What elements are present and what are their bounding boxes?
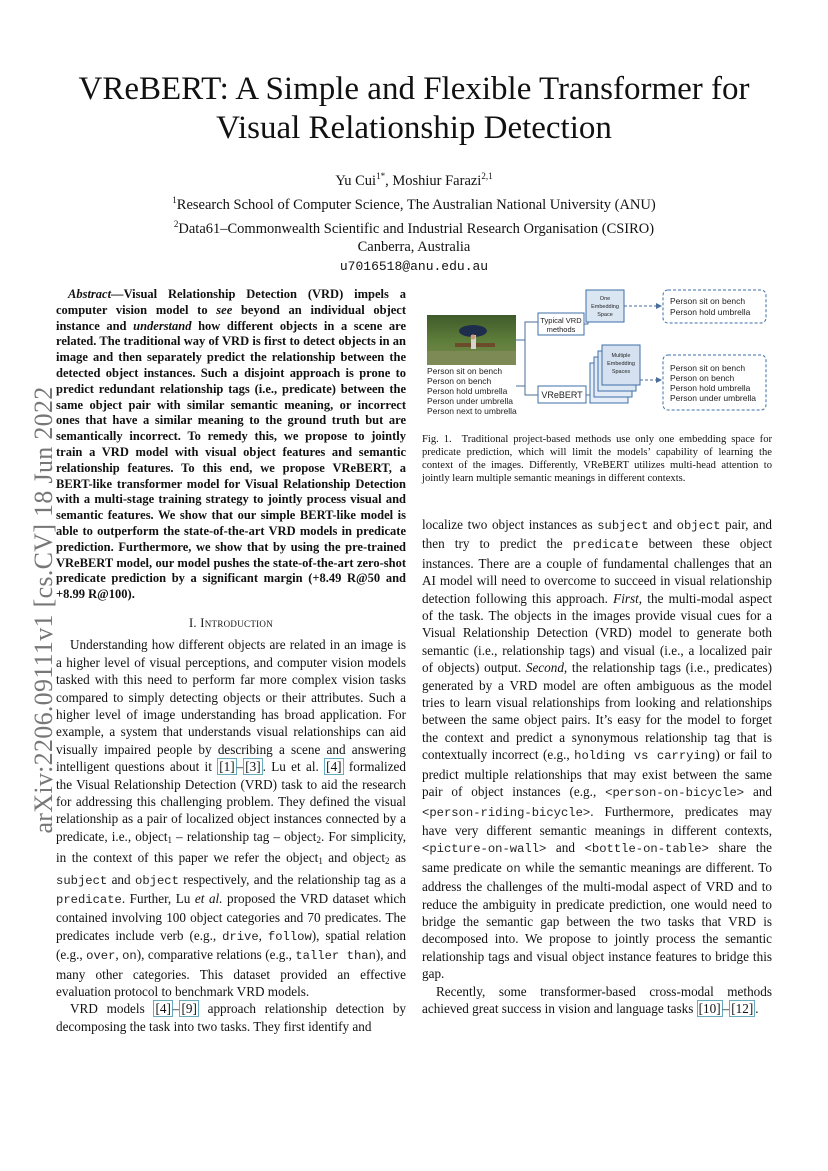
svg-text:Person sit on bench: Person sit on bench: [427, 366, 503, 376]
arxiv-identifier: arXiv:2206.09111v1 [cs.CV] 18 Jun 2022: [29, 386, 58, 834]
svg-text:VReBERT: VReBERT: [541, 390, 583, 400]
right-paragraph-2: Recently, some transformer-based cross-modal methods achieved great success in vision and language tasks [10] – [12] .: [422, 983, 772, 1016]
connector-bottom: [516, 386, 538, 395]
citation-link[interactable]: [9]: [181, 1001, 197, 1017]
title-line-2: Visual Relationship Detection: [216, 110, 612, 146]
author-2-sup: 2,1: [481, 171, 493, 181]
svg-text:Person sit on bench: Person sit on bench: [670, 296, 746, 306]
citation-link[interactable]: [4]: [155, 1001, 171, 1017]
author-1-sup: 1*: [376, 171, 386, 181]
svg-text:Person hold umbrella: Person hold umbrella: [670, 307, 751, 317]
caption-text: Traditional project-based methods use only one embedding space for predicate prediction, which will limit the models’ capability of learning the context of the images. Differently, VReBERT utilizes multi-head attention to jointly learn multiple semantic meanings in different contexts.: [422, 434, 773, 484]
connector-top: [516, 322, 538, 340]
svg-text:Spaces: Spaces: [611, 369, 631, 375]
scene-photo: [427, 315, 516, 365]
svg-text:One: One: [599, 296, 611, 302]
svg-text:Embedding: Embedding: [607, 361, 635, 367]
output-box-typical: [663, 290, 766, 323]
citation-link[interactable]: [4]: [326, 759, 342, 775]
svg-text:Embedding: Embedding: [591, 304, 619, 310]
author-2: Moshiur Farazi: [392, 172, 482, 189]
svg-text:Multiple: Multiple: [611, 353, 631, 359]
right-paragraph-1: localize two object instances as subject and object pair, and then try to predict the predicate between these object instances. There are a couple of fundamental challenges that an AI model will need to overcome to succeed in visual relationship detection following this approach. First, the multi-modal aspect of the task. The objects in the images provide visual cues for a Visual Relationship Detection (VRD) model to generate both semantic (i.e., relationship tags) and visual (i.e., a localized pair of objects) output. Second, the relationship tags (i.e., predicates) generated by a VRD model are often ambiguous as the model tries to learn visual relationships from looking and relationships between the same object pairs. It’s easy for the model to forget the context and predict a synonymous relationship tag that is contextually incorrect (e.g., holding vs carrying) or fail to predict multiple relationships that may exist between the same pair of object instances (e.g., <person-on-bicycle> and <person-riding-bicycle>. Furthermore, predicates may have very different semantic meanings in different contexts, <picture-on-wall> and <bottle-on-table> share the same predicate on while the semantic meanings are different. To address the challenges of the multi-modal aspect of VRD and to reduce the ambiguity in predicate prediction, one would need to bridge the semantic gap between the two tasks that VRD is decomposed into. We propose to jointly process the semantic relationship tags and visual object instance features to bridge this gap.: [422, 517, 773, 982]
citation-link[interactable]: [12]: [731, 1000, 754, 1016]
figure-1-diagram: [425, 285, 772, 425]
svg-text:Space: Space: [597, 312, 613, 318]
intro-paragraph-1: Understanding how different objects are related in an image is a higher level of visual perceptions, and computer vision models tasked with this need to perform far more complex vision tasks compared to simply detecting objects or their attributes. Such a higher level of image understanding has broad application. For example, a system that understands visual relationships can aid visually impaired people by describing a scene and answering intelligent questions about it [1] – [3] . Lu et al. [4] formalized the Visual Relationship Detection (VRD) task to aid the research for addressing this challenging problem. They defined the visual relationship as a pair of localized object instances connected by a predicate, i.e., object$_1$ – relationship tag – object$_2$. For simplicity, in the context of this paper we refer the object$_1$ and object$_2$ as subject and object respectively, and the relationship tag as a predicate. Further, Lu et al. proposed the VRD dataset which contained involving 100 object categories and 70 predicates. The predicates include verb (e.g., drive, follow), spatial relation (e.g., over, on), comparative relations (e.g., taller than), and many other categories. This dataset provided an effective evaluation protocol to benchmark VRD models.: [56, 637, 407, 1000]
typical-vrd-box: [538, 313, 584, 335]
abstract: Abstract—Visual Relationship Detection (VRD) impels a computer vision model to see beyond an individual object instance and understand how different objects in a scene are related. The traditional way of VRD is first to detect objects in an image and then separately predict the relationship between the detected object instances. Such a disjoint approach is prone to predict redundant relationship tags (i.e., predicate) between the same object pair with similar semantic meaning, or incorrect ones that have a similar meaning to the ground truth but are semantically incorrect. To remedy this, we propose to jointly train a VRD model with visual object features and semantic relationship features. To this end, we propose VReBERT, a BERT-like transformer model for Visual Relationship Detection with a multi-stage training strategy to jointly process visual and semantic features. We show that our simple BERT-like model is able to outperform the state-of-the-art VRD models in predicate prediction. Furthermore, we show that by using the pre-trained VReBERT model, our model pushes the state-of-the-art zero-shot predicate prediction by a significant margin (+8.49 R@50 and +8.99 R@100).: [56, 287, 406, 602]
author-block: [0, 167, 828, 276]
section-heading-introduction: I. Introduction: [188, 615, 274, 630]
right-column: [422, 516, 772, 1017]
svg-text:Person under umbrella: Person under umbrella: [670, 393, 756, 403]
svg-text:Person hold umbrella: Person hold umbrella: [427, 386, 508, 396]
citation-link[interactable]: [3]: [245, 759, 261, 775]
svg-text:methods: methods: [546, 325, 576, 334]
citation-link[interactable]: [10]: [698, 1000, 721, 1016]
author-1: Yu Cui: [335, 172, 377, 189]
svg-text:Person hold umbrella: Person hold umbrella: [670, 383, 751, 393]
author-email[interactable]: u7016518@anu.edu.au: [339, 259, 489, 275]
paper-title: [0, 70, 828, 148]
caption-label: Fig. 1.: [422, 434, 452, 445]
location: Canberra, Australia: [357, 239, 471, 256]
svg-text:Person sit on bench: Person sit on bench: [670, 363, 746, 373]
title-line-1: VReBERT: A Simple and Flexible Transformer for: [78, 71, 750, 107]
output-box-vrebert: [663, 355, 766, 410]
multiple-embedding-spaces: [590, 345, 640, 403]
svg-text:Typical VRD: Typical VRD: [540, 316, 582, 325]
affiliation-1: $^1$Research School of Computer Science, The Australian National University (ANU): [172, 194, 656, 213]
intro-paragraph-2: VRD models [4] – [9] approach relationship detection by decomposing the task into two tasks. They first identify and: [56, 1001, 407, 1034]
left-column: [56, 287, 406, 1035]
one-embedding-space: [586, 290, 624, 322]
author-names: Yu Cui$^{1*}$, Moshiur Farazi$^{2,1}$: [335, 171, 493, 189]
svg-text:Person next to umbrella: Person next to umbrella: [427, 406, 517, 416]
figure-1: [425, 285, 772, 425]
svg-text:Person on bench: Person on bench: [670, 373, 735, 383]
input-labels: [427, 366, 517, 416]
figure-1-caption: [422, 433, 772, 485]
vrebert-box: [538, 386, 586, 403]
citation-link[interactable]: [1]: [219, 759, 235, 775]
svg-text:Person on bench: Person on bench: [427, 376, 492, 386]
svg-text:Person under umbrella: Person under umbrella: [427, 396, 513, 406]
affiliation-2: $^2$Data61–Commonwealth Scientific and Industrial Research Organisation (CSIRO): [173, 218, 655, 237]
